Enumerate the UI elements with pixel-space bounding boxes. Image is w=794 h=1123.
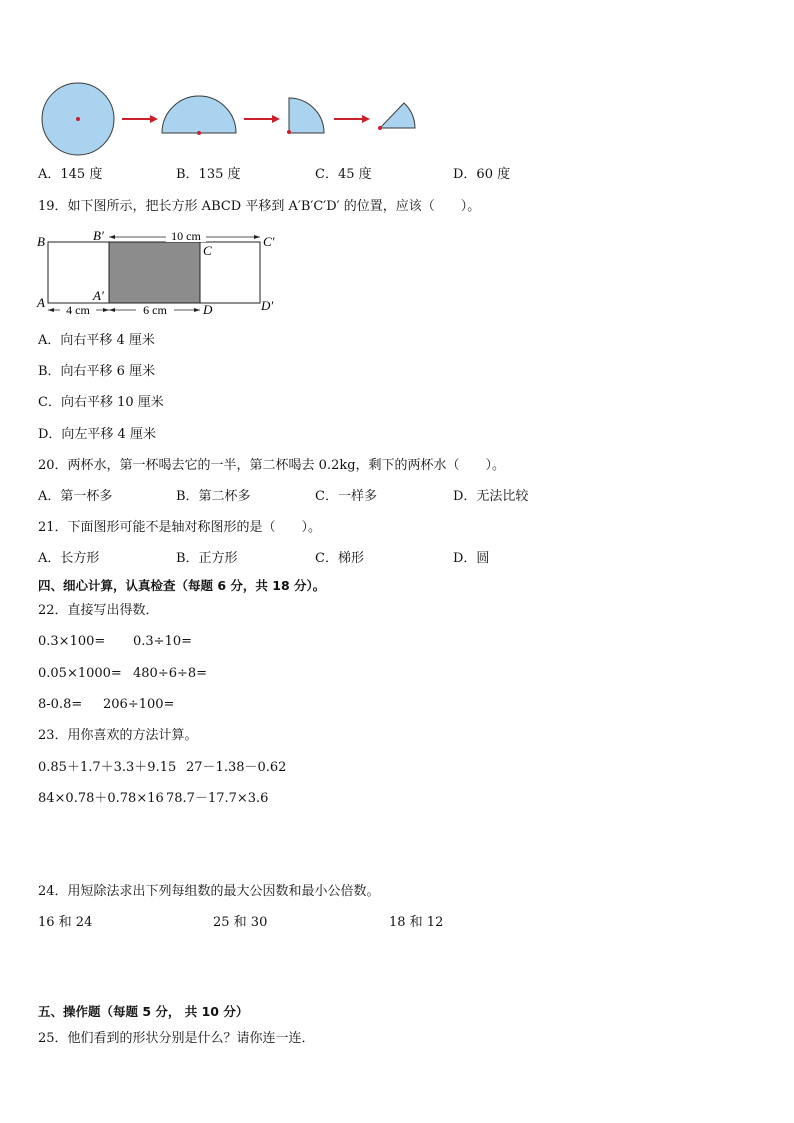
label-B: B bbox=[37, 234, 45, 249]
label-Ap: A′ bbox=[93, 288, 104, 303]
arrow-1 bbox=[122, 115, 158, 123]
q19-option-c: C．向右平移 10 厘米 bbox=[38, 395, 164, 410]
q19-figure bbox=[34, 226, 284, 321]
q20-stem: 20．两杯水，第一杯喝去它的一半，第二杯喝去 0.2kg，剩下的两杯水（ ）。 bbox=[38, 458, 506, 473]
arrow-2 bbox=[244, 115, 280, 123]
q19-option-a: A．向右平移 4 厘米 bbox=[38, 333, 155, 348]
semicircle-center-dot bbox=[197, 131, 201, 135]
label-Cp: C′ bbox=[263, 234, 275, 249]
q23-expr-2: 27－1.38－0.62 bbox=[186, 760, 287, 775]
q24-item-3: 18 和 12 bbox=[389, 915, 444, 930]
q21-option-a: A．长方形 bbox=[38, 551, 100, 566]
q18-option-a: A．145 度 bbox=[38, 167, 103, 182]
q22-expr-5: 8-0.8= bbox=[38, 697, 83, 712]
shaded-rectangle bbox=[109, 242, 200, 303]
q22-expr-4: 480÷6÷8= bbox=[133, 666, 208, 681]
label-A: A bbox=[37, 295, 45, 310]
q23-expr-4: 78.7－17.7×3.6 bbox=[166, 791, 269, 806]
quarter-center-dot bbox=[287, 130, 291, 134]
q24-item-1: 16 和 24 bbox=[38, 915, 93, 930]
q24-item-2: 25 和 30 bbox=[213, 915, 268, 930]
q24-stem: 24．用短除法求出下列每组数的最大公因数和最小公倍数。 bbox=[38, 884, 380, 899]
q18-option-d: D．60 度 bbox=[453, 167, 511, 182]
arrow-3 bbox=[334, 115, 370, 123]
q22-expr-1: 0.3×100= bbox=[38, 634, 106, 649]
sector-shape bbox=[380, 103, 415, 128]
q18-figure bbox=[38, 82, 428, 156]
q18-option-b: B．135 度 bbox=[176, 167, 241, 182]
q22-expr-3: 0.05×1000= bbox=[38, 666, 122, 681]
q20-option-d: D．无法比较 bbox=[453, 489, 529, 504]
q19-option-b: B．向右平移 6 厘米 bbox=[38, 364, 156, 379]
circle-center-dot bbox=[76, 117, 80, 121]
q23-expr-1: 0.85＋1.7＋3.3＋9.15 bbox=[38, 760, 177, 775]
sector-center-dot bbox=[378, 126, 382, 130]
q22-stem: 22．直接写出得数． bbox=[38, 603, 159, 618]
q18-option-c: C．45 度 bbox=[315, 167, 372, 182]
q21-stem: 21．下面图形可能不是轴对称图形的是（ ）。 bbox=[38, 520, 322, 535]
dim-left-label: 4 cm bbox=[66, 303, 90, 317]
quarter-circle-shape bbox=[289, 98, 324, 133]
q22-expr-6: 206÷100= bbox=[103, 697, 175, 712]
label-Dp: D′ bbox=[261, 298, 274, 313]
q22-expr-2: 0.3÷10= bbox=[133, 634, 193, 649]
q21-option-d: D．圆 bbox=[453, 551, 490, 566]
q21-option-b: B．正方形 bbox=[176, 551, 238, 566]
q19-option-d: D．向左平移 4 厘米 bbox=[38, 427, 156, 442]
q21-option-c: C．梯形 bbox=[315, 551, 364, 566]
q23-expr-3: 84×0.78＋0.78×16 bbox=[38, 791, 164, 806]
q23-stem: 23．用你喜欢的方法计算。 bbox=[38, 728, 198, 743]
dim-top-label: 10 cm bbox=[171, 229, 201, 243]
label-D: D bbox=[203, 302, 213, 317]
q20-option-c: C．一样多 bbox=[315, 489, 377, 504]
semicircle-shape bbox=[162, 96, 236, 133]
label-C: C bbox=[203, 243, 212, 258]
section4-title: 四、细心计算，认真检查（每题 6 分，共 18 分）。 bbox=[38, 578, 326, 593]
label-Bp: B′ bbox=[93, 228, 104, 243]
q20-option-a: A．第一杯多 bbox=[38, 489, 113, 504]
q25-stem: 25．他们看到的形状分别是什么？请你连一连． bbox=[38, 1031, 315, 1046]
section5-title: 五、操作题（每题 5 分， 共 10 分） bbox=[38, 1004, 249, 1019]
q19-stem: 19．如下图所示，把长方形 ABCD 平移到 A′B′C′D′ 的位置，应该（ ）。 bbox=[38, 199, 481, 214]
dim-mid-label: 6 cm bbox=[143, 303, 167, 317]
q20-option-b: B．第二杯多 bbox=[176, 489, 251, 504]
